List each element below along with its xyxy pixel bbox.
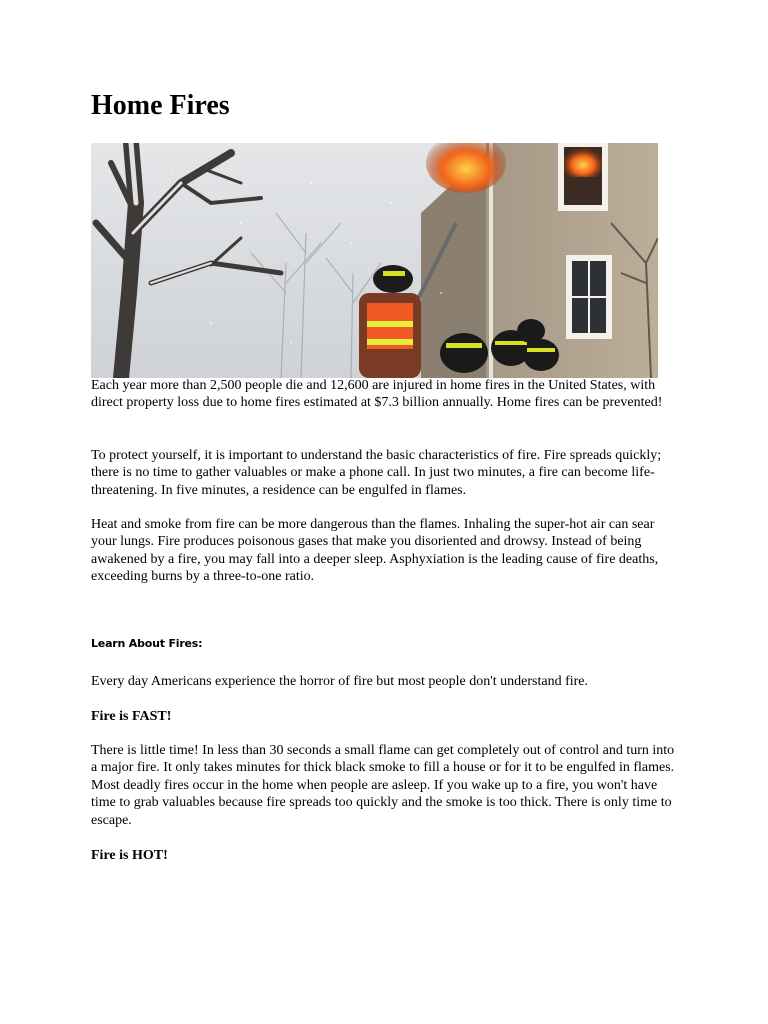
protect-paragraph: To protect yourself, it is important to understand the basic characteristics of fire. Fire spreads quickly; there is no time to gather valuables or make a phone call. In just two minutes, a fire can become life-threatening. In five minutes, a residence can be engulfed in flames. xyxy=(91,448,662,498)
intro-paragraph: Each year more than 2,500 people die and 12,600 are injured in home fires in the United States, with direct property loss due to home fires estimated at $7.3 billion annually. Home fires can be prevented! xyxy=(91,378,663,411)
page-title: Home Fires xyxy=(91,90,230,121)
fire-fast-heading: Fire is FAST! xyxy=(91,709,172,724)
fire-fast-paragraph: There is little time! In less than 30 seconds a small flame can get completely out of control and turn into a major fire. It only takes minutes for thick black smoke to fill a house or for it to be engulfed in flames. Most deadly fires occur in the home when people are asleep. If you wake up to a fire, you won't have time to grab valuables because fire spreads too quickly and the smoke is too thick. There is only time to escape. xyxy=(91,743,675,828)
fire-hot-heading: Fire is HOT! xyxy=(91,848,168,863)
firefighters-house-fire-photo xyxy=(91,143,658,378)
everyday-paragraph: Every day Americans experience the horror of fire but most people don't understand fire. xyxy=(91,674,589,689)
learn-about-fires-heading: Learn About Fires: xyxy=(91,637,203,650)
smoke-paragraph: Heat and smoke from fire can be more dangerous than the flames. Inhaling the super-hot air can sear your lungs. Fire produces poisonous gases that make you disoriented and drowsy. Instead of being awakened by a fire, you may fall into a deeper sleep. Asphyxiation is the leading cause of fire deaths, exceeding burns by a three-to-one ratio. xyxy=(91,517,659,585)
